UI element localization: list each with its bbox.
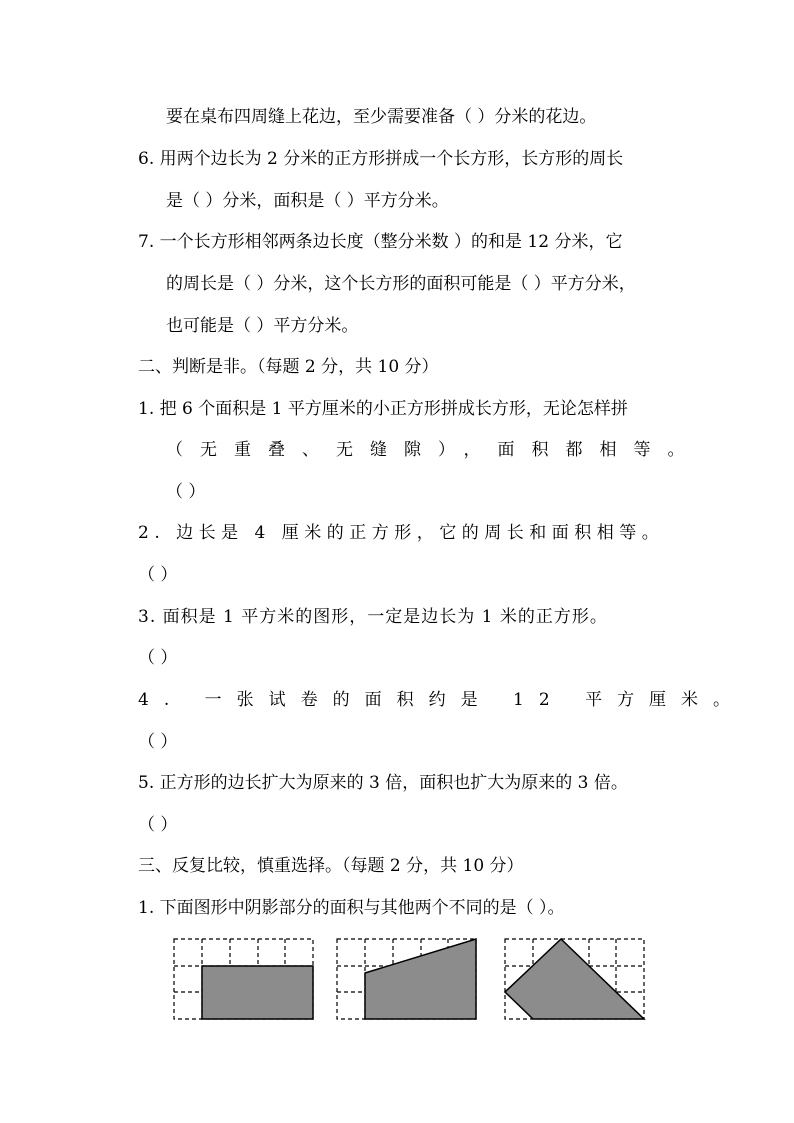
judge-2-text: 2. 边长是 4 厘米的正方形，它的周长和面积相等。 (138, 523, 665, 543)
choice-1-text: 1. 下面图形中阴影部分的面积与其他两个不同的是（ ）。 (138, 898, 565, 918)
q7-line-3: 也可能是（ ）平方分米。 (166, 316, 359, 336)
judge-4-answer[interactable]: （ ） (138, 732, 178, 752)
q5-continuation: 要在桌布四周缝上花边，至少需要准备（ ）分米的花边。 (166, 107, 597, 127)
section-3-title: 三、反复比较，慎重选择。（每题 2 分，共 10 分） (138, 856, 524, 876)
q7-line-1: 7. 一个长方形相邻两条边长度（整分米数 ）的和是 12 分米，它 (138, 232, 623, 252)
q6-line-1: 6. 用两个边长为 2 分米的正方形拼成一个长方形，长方形的周长 (138, 149, 624, 169)
judge-3-text: 3. 面积是 1 平方米的图形，一定是边长为 1 米的正方形。 (138, 607, 608, 627)
triangle-shaded (505, 939, 644, 1019)
judge-1-line-2-text: （无重叠、无缝隙），面积都相等。 (166, 440, 702, 460)
judge-5-answer[interactable]: （ ） (138, 815, 178, 835)
judge-4-text: 4. 一张试卷的面积约是 12 平方厘米。 (138, 690, 746, 710)
section-2-title: 二、判断是非。（每题 2 分，共 10 分） (138, 357, 439, 377)
triangle-figure (504, 937, 646, 1021)
trapezoid-figure (336, 937, 478, 1021)
judge-5-text: 5. 正方形的边长扩大为原来的 3 倍，面积也扩大为原来的 3 倍。 (138, 773, 628, 793)
judge-1-line-2 (166, 439, 702, 461)
rectangle-figure (173, 937, 315, 1021)
rectangle-shaded (202, 966, 313, 1019)
trapezoid-shaded (365, 939, 476, 1019)
judge-3-answer[interactable]: （ ） (138, 648, 178, 668)
q7-line-2: 的周长是（ ）分米，这个长方形的面积可能是（ ）平方分米， (166, 274, 636, 294)
judge-2-answer[interactable]: （ ） (138, 565, 178, 585)
judge-1-line-1: 1. 把 6 个面积是 1 平方厘米的小正方形拼成长方形，无论怎样拼 (138, 399, 628, 419)
q6-line-2: 是（ ）分米，面积是（ ）平方分米。 (166, 191, 449, 211)
judge-1-answer[interactable]: （ ） (166, 482, 206, 502)
